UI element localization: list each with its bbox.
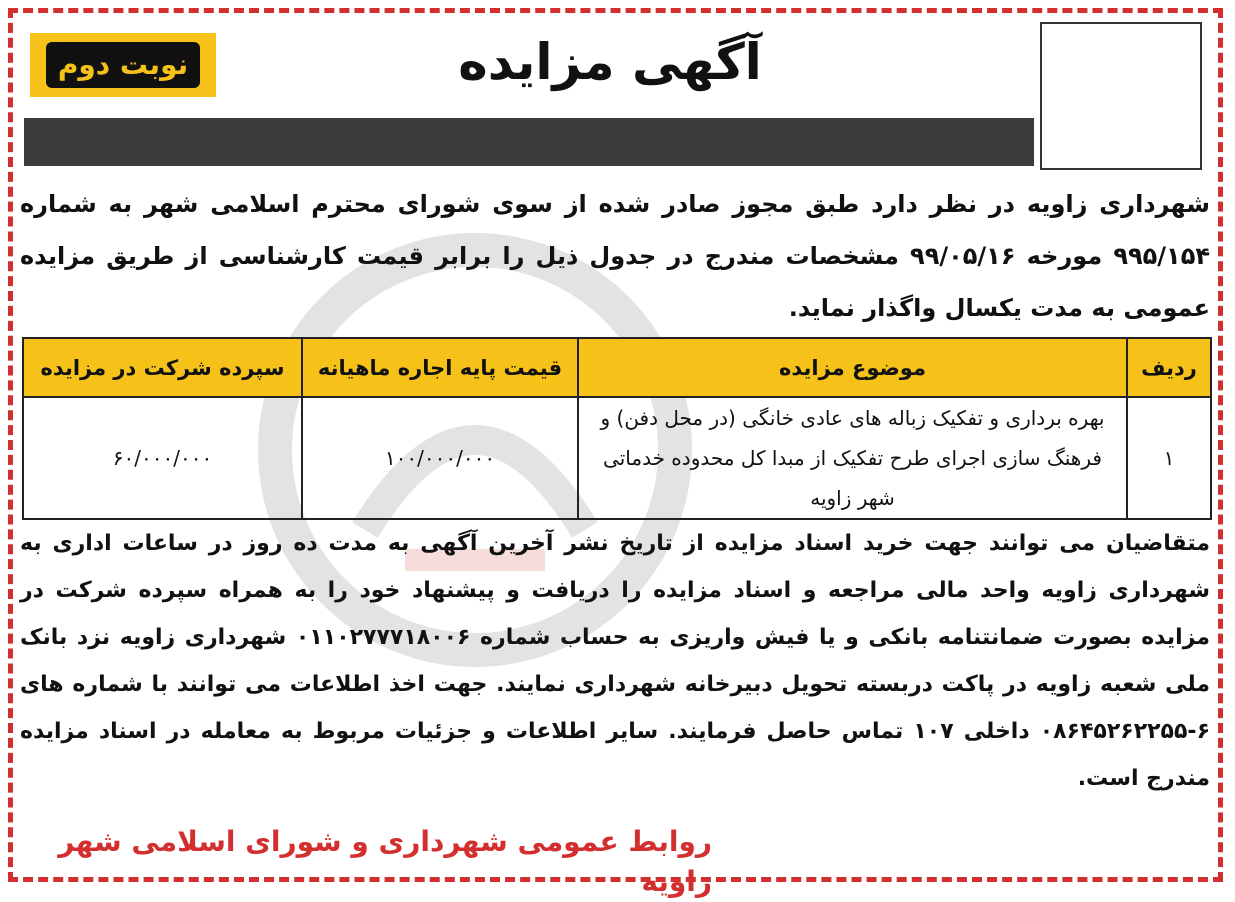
cell-row-number: ۱: [1127, 397, 1211, 519]
page-title: آگهی مزایده: [458, 33, 762, 91]
auction-table: [22, 337, 1212, 520]
body-paragraph: متقاضیان می توانند جهت خرید اسناد مزایده از تاریخ نشر آخرین آگهی به مدت ده روز در ساعات اداری به شهرداری زاویه واحد مالی مراجعه و اسناد مزایده را دریافت و پیشنهاد خود را به همراه سپرده شرکت در مزایده بصورت ضمانتنامه بانکی و یا فیش واریزی به حساب شماره ۰۱۱۰۲۷۷۷۱۸۰۰۶ شهرداری زاویه نزد بانک ملی شعبه زاویه در پاکت دربسته تحویل دبیرخانه شهرداری نمایند. جهت اخذ اطلاعات می توانند با شماره های ۶-۰۸۶۴۵۲۶۲۲۵۵ داخلی ۱۰۷ تماس حاصل فرمایند. سایر اطلاعات و جزئیات مربوط به معامله در اسناد مزایده مندرج است.: [20, 531, 1210, 791]
header-bar: [24, 118, 1034, 166]
cell-base-price: ۱۰۰/۰۰۰/۰۰۰: [302, 397, 578, 519]
round-badge: [30, 33, 216, 97]
footer-signature: روابط عمومی شهرداری و شورای اسلامی شهر زاویه: [58, 825, 712, 898]
intro-paragraph: شهرداری زاویه در نظر دارد طبق مجوز صادر شده از سوی شورای محترم اسلامی شهر به شماره ۹۹۵/۱۵۴ مورخه ۹۹/۰۵/۱۶ مشخصات مندرج در جدول ذیل را برابر قیمت کارشناسی از طریق مزایده عمومی به مدت یکسال واگذار نماید.: [20, 190, 1210, 322]
cell-deposit: ۶۰/۰۰۰/۰۰۰: [23, 397, 302, 519]
header-deposit: سپرده شرکت در مزایده: [23, 338, 302, 397]
logo-placeholder: [1040, 22, 1202, 170]
table-header-row: [23, 338, 1211, 397]
round-badge-label: نوبت دوم: [46, 42, 200, 88]
table-row: [23, 397, 1211, 519]
cell-subject: بهره برداری و تفکیک زباله های عادی خانگی (در محل دفن) و فرهنگ سازی اجرای طرح تفکیک از مبدا کل محدوده خدماتی شهر زاویه: [578, 397, 1127, 519]
header-subject: موضوع مزایده: [578, 338, 1127, 397]
header-row-number: ردیف: [1127, 338, 1211, 397]
header-base-price: قیمت پایه اجاره ماهیانه: [302, 338, 578, 397]
